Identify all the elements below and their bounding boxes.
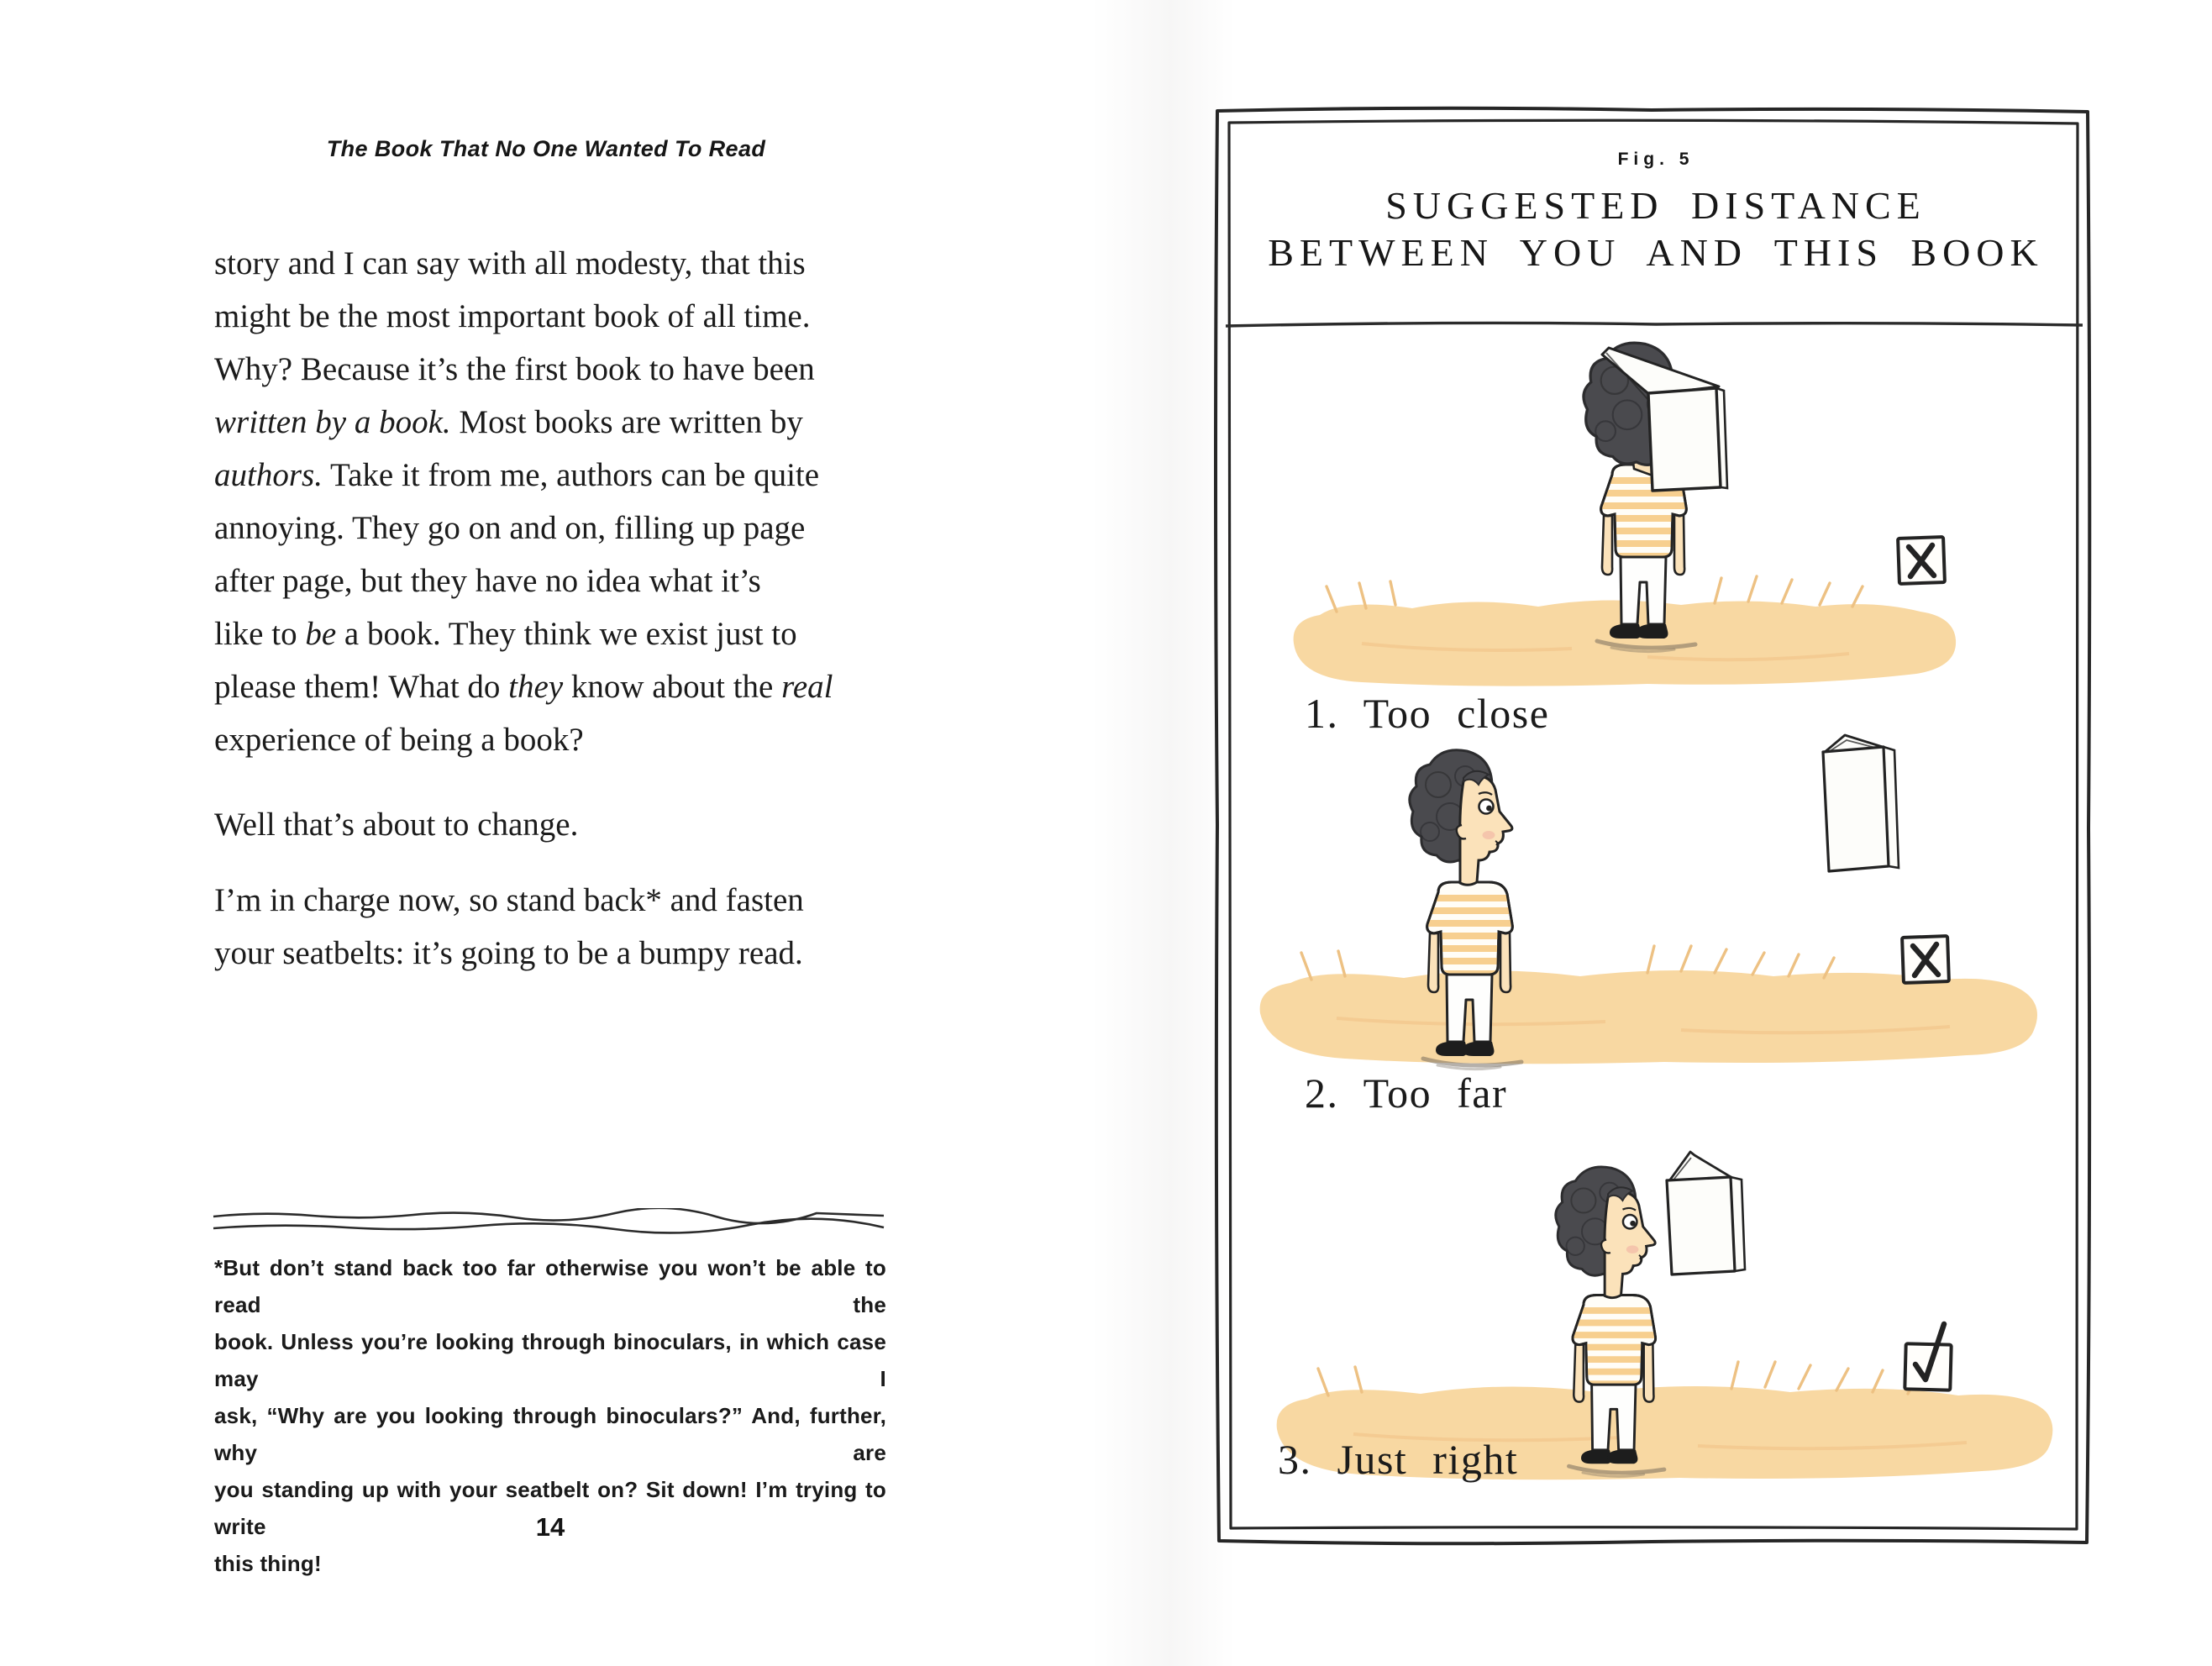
text-line: story and I can say with all modesty, that this bbox=[214, 245, 806, 281]
body-text bbox=[214, 237, 912, 980]
footnote-line: you standing up with your seatbelt on? Sit down! I’m trying to write bbox=[214, 1477, 886, 1539]
text-line: please them! What do they know about the real bbox=[214, 669, 833, 705]
paragraph bbox=[214, 237, 912, 766]
figure-illustration bbox=[1211, 106, 2101, 1554]
panel-caption-just-right: 3. Just right bbox=[1278, 1436, 1519, 1483]
book-standing-icon bbox=[1823, 735, 1899, 871]
footnote-rule bbox=[212, 1208, 887, 1235]
text-line: I’m in charge now, so stand back* and fasten bbox=[214, 882, 804, 918]
text-line: after page, but they have no idea what it’s bbox=[214, 563, 761, 599]
text-line: might be the most important book of all time. bbox=[214, 298, 811, 334]
footnote-line: ask, “Why are you looking through binoculars?” And, further, why are bbox=[214, 1403, 886, 1465]
text-line: Well that’s about to change. bbox=[214, 807, 579, 843]
footnote-line: this thing! bbox=[214, 1551, 322, 1576]
title-separator-line bbox=[1226, 323, 2083, 326]
panel-caption-too-far: 2. Too far bbox=[1305, 1069, 1508, 1117]
text-line: experience of being a book? bbox=[214, 722, 584, 758]
text-line: written by a book. Most books are written by bbox=[214, 404, 803, 440]
grass-patch bbox=[1260, 970, 2037, 1064]
paragraph bbox=[214, 798, 912, 851]
text-line: your seatbelts: it’s going to be a bumpy read. bbox=[214, 935, 803, 971]
figure-title-line-2: BETWEEN YOU AND THIS BOOK bbox=[1268, 231, 2044, 274]
paragraph bbox=[214, 874, 912, 980]
page-number: 14 bbox=[535, 1512, 565, 1542]
footnote-line: book. Unless you’re looking through binoculars, in which case may I bbox=[214, 1329, 886, 1391]
running-header: The Book That No One Wanted To Read bbox=[326, 136, 766, 161]
footnote-line: *But don’t stand back too far otherwise you won’t be able to read the bbox=[214, 1255, 886, 1317]
text-line: authors. Take it from me, authors can be quite bbox=[214, 457, 820, 493]
book-floating-icon bbox=[1667, 1152, 1745, 1274]
panel-just-right bbox=[1277, 1152, 2053, 1479]
text-line: annoying. They go on and on, filling up page bbox=[214, 510, 806, 546]
figure-title-line-1: SUGGESTED DISTANCE bbox=[1385, 184, 1926, 227]
panel-too-far bbox=[1260, 735, 2037, 1069]
text-line: like to be a book. They think we exist just to bbox=[214, 616, 797, 652]
figure-number-label: Fig. 5 bbox=[1617, 150, 1694, 169]
panel-caption-too-close: 1. Too close bbox=[1305, 690, 1550, 737]
grass-blades bbox=[1301, 946, 1834, 980]
text-line: Why? Because it’s the first book to have been bbox=[214, 351, 815, 387]
panel-too-close bbox=[1294, 343, 1956, 686]
